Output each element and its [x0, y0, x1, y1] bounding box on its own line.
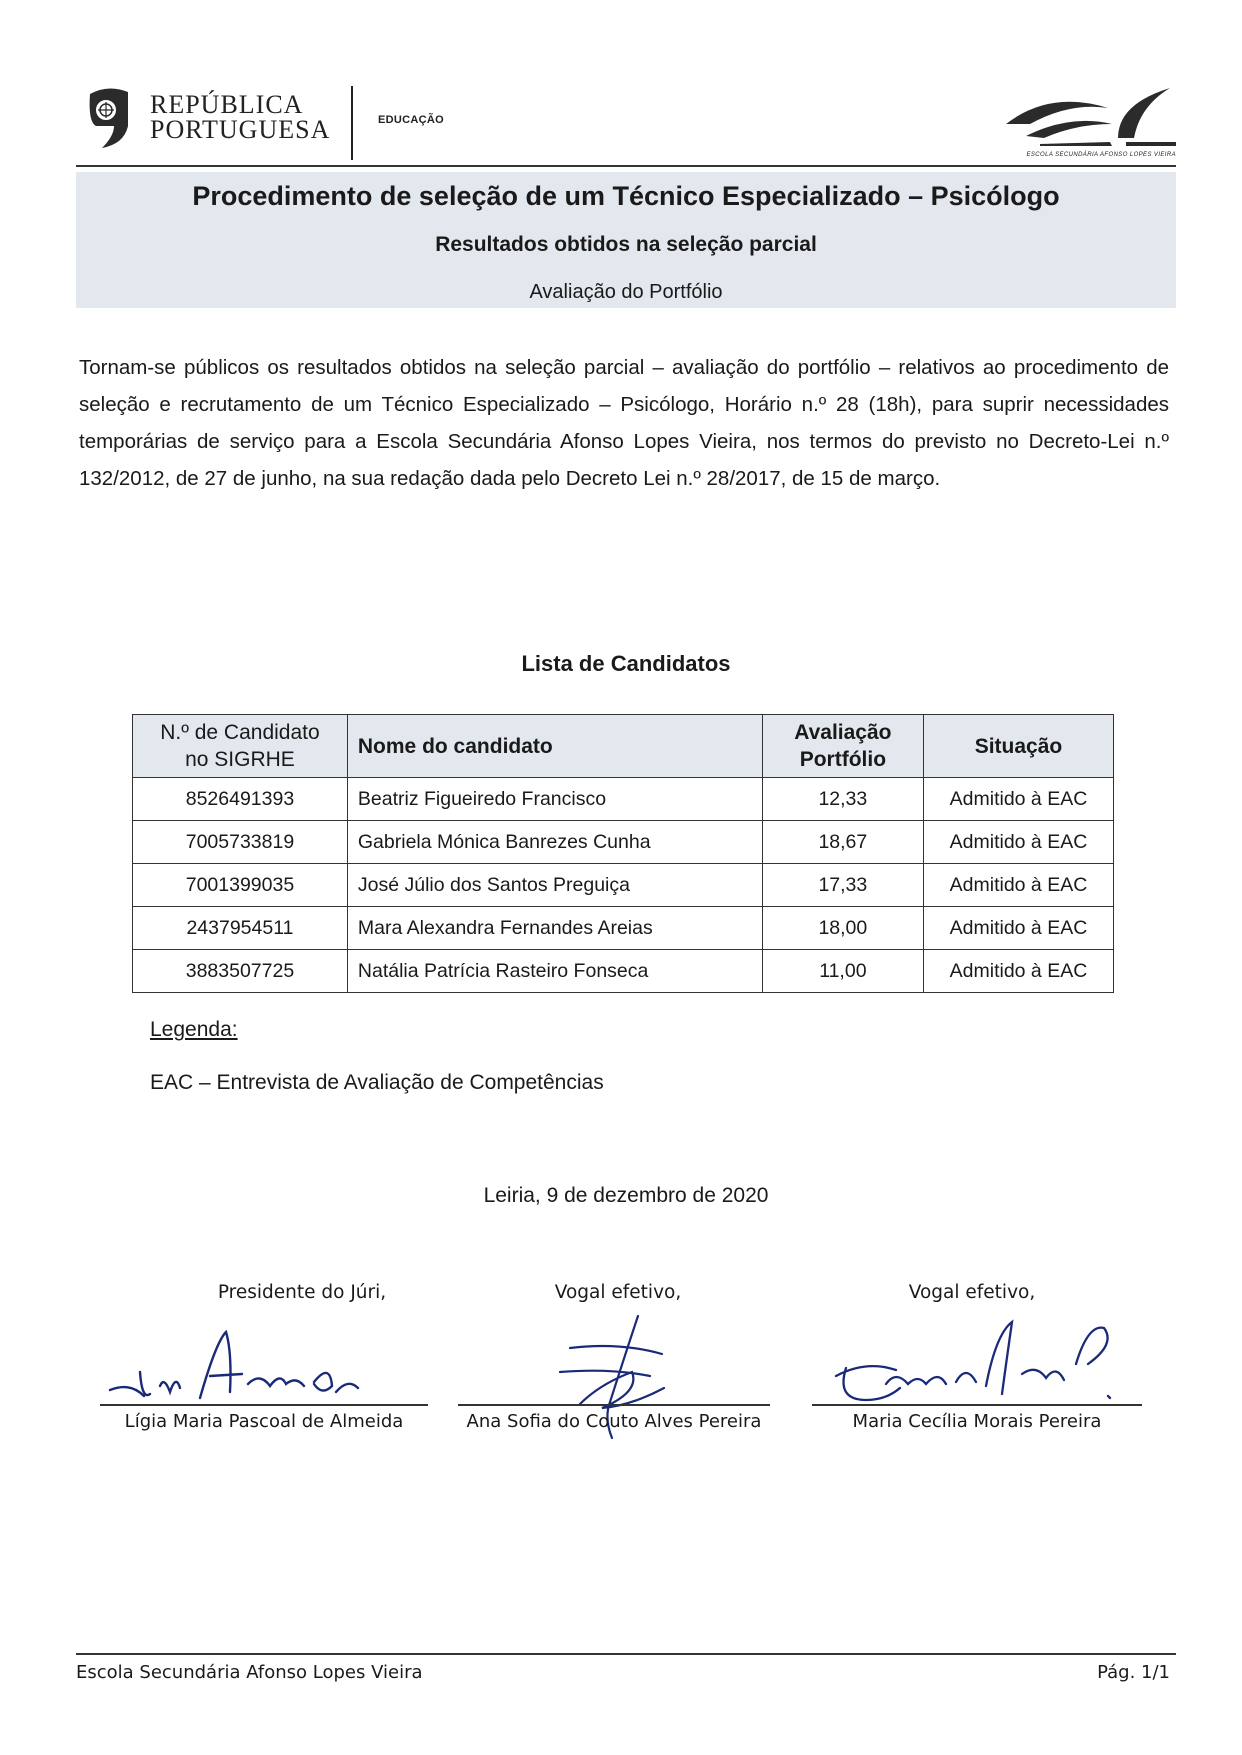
candidate-status: Admitido à EAC	[923, 950, 1113, 993]
table-row	[133, 864, 1114, 907]
intro-paragraph: Tornam-se públicos os resultados obtidos na seleção parcial – avaliação do portfólio – relativos ao procedimento de seleção e recrutamento de um Técnico Especializado – Psicólogo, Horário n.º 28 (18h), para suprir necessidades temporárias de serviço para a Escola Secundária Afonso Lopes Vieira, nos termos do previsto no Decreto-Lei n.º 132/2012, de 27 de junho, na sua redação dada pelo Decreto Lei n.º 28/2017, de 15 de março.	[79, 356, 1169, 490]
document-subtitle: Resultados obtidos na seleção parcial	[435, 233, 817, 256]
candidate-status: Admitido à EAC	[923, 778, 1113, 821]
candidate-number: 7001399035	[133, 864, 348, 907]
portuguese-republic-crest-icon	[84, 86, 132, 150]
table-row	[133, 907, 1114, 950]
school-waves-logo-icon	[1000, 84, 1176, 146]
candidate-score: 11,00	[762, 950, 923, 993]
document-title: Procedimento de seleção de um Técnico Especializado – Psicólogo	[192, 181, 1060, 211]
footer-school: Escola Secundária Afonso Lopes Vieira	[76, 1662, 423, 1683]
candidate-name: José Júlio dos Santos Preguiça	[347, 864, 762, 907]
legend-heading: Legenda:	[150, 1018, 238, 1041]
footer-rule	[76, 1653, 1176, 1655]
signature-president-icon	[100, 1312, 380, 1412]
republica-line: REPÚBLICA	[150, 90, 304, 119]
school-logo-caption: ESCOLA SECUNDÁRIA AFONSO LOPES VIEIRA	[1026, 152, 1176, 158]
list-title: Lista de Candidatos	[521, 651, 731, 676]
candidate-name: Gabriela Mónica Banrezes Cunha	[347, 821, 762, 864]
signature-name-vogal-2: Maria Cecília Morais Pereira	[852, 1411, 1102, 1432]
portuguesa-line: PORTUGUESA	[150, 115, 331, 144]
header-candidate-number	[133, 715, 348, 778]
header-status: Situação	[923, 715, 1113, 778]
header-number-line1: N.º de Candidato	[160, 721, 320, 744]
signature-line-vogal-1	[458, 1404, 770, 1406]
signature-role-vogal-1: Vogal efetivo,	[554, 1282, 682, 1303]
document-section: Avaliação do Portfólio	[529, 281, 723, 303]
candidate-name: Mara Alexandra Fernandes Areias	[347, 907, 762, 950]
candidate-number: 8526491393	[133, 778, 348, 821]
signature-role-president: Presidente do Júri,	[217, 1282, 387, 1303]
legend-text: EAC – Entrevista de Avaliação de Competências	[150, 1071, 604, 1094]
ministry-label: EDUCAÇÃO	[378, 114, 444, 126]
signature-name-vogal-1: Ana Sofia do Couto Alves Pereira	[466, 1411, 762, 1432]
signature-vogal-2-icon	[826, 1304, 1126, 1414]
candidate-name: Beatriz Figueiredo Francisco	[347, 778, 762, 821]
candidate-status: Admitido à EAC	[923, 864, 1113, 907]
header-candidate-name: Nome do candidato	[347, 715, 762, 778]
table-row	[133, 950, 1114, 993]
header-score-line1: Avaliação	[794, 721, 892, 744]
date-line: Leiria, 9 de dezembro de 2020	[483, 1184, 769, 1207]
candidate-score: 17,33	[762, 864, 923, 907]
republica-portuguesa-logo	[84, 86, 384, 150]
republica-portuguesa-wordmark	[150, 92, 330, 142]
signature-name-president: Lígia Maria Pascoal de Almeida	[124, 1411, 404, 1432]
header-number-line2: no SIGRHE	[185, 748, 295, 771]
table-row	[133, 821, 1114, 864]
signature-role-vogal-2: Vogal efetivo,	[908, 1282, 1036, 1303]
candidate-score: 18,00	[762, 907, 923, 950]
table-row	[133, 778, 1114, 821]
footer-page-number: Pág. 1/1	[1097, 1662, 1170, 1683]
candidate-status: Admitido à EAC	[923, 907, 1113, 950]
signature-line-vogal-2	[812, 1404, 1142, 1406]
candidate-number: 2437954511	[133, 907, 348, 950]
candidate-status: Admitido à EAC	[923, 821, 1113, 864]
table-header-row	[133, 715, 1114, 778]
candidates-table	[132, 714, 1114, 993]
candidate-score: 18,67	[762, 821, 923, 864]
header-rule	[76, 165, 1176, 167]
header-divider	[351, 86, 353, 160]
header-score-line2: Portfólio	[799, 748, 887, 771]
candidate-score: 12,33	[762, 778, 923, 821]
signature-line-president	[100, 1404, 428, 1406]
header-portfolio-score	[762, 715, 923, 778]
candidate-number: 7005733819	[133, 821, 348, 864]
candidate-number: 3883507725	[133, 950, 348, 993]
candidate-name: Natália Patrícia Rasteiro Fonseca	[347, 950, 762, 993]
